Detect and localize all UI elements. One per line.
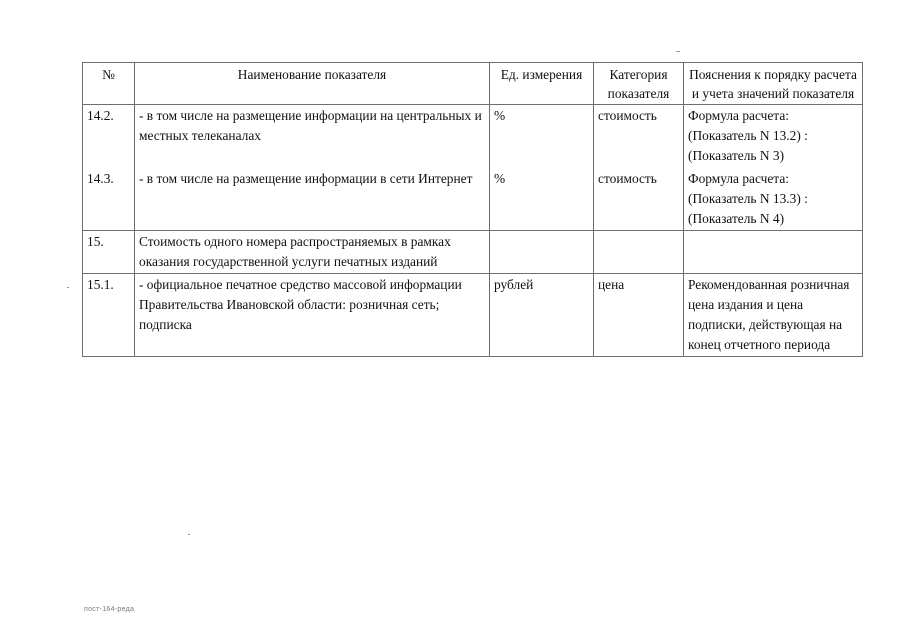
row-explanation: Рекомендованная розничная цена издания и цена подписки, действующая на конец отчетного периода — [684, 274, 863, 357]
explanation-line: (Показатель N 4) — [688, 211, 785, 226]
indicators-table — [82, 62, 863, 357]
row-number: 14.3. — [83, 168, 135, 231]
header-category: Категория показателя — [594, 63, 684, 105]
row-indicator-name: Стоимость одного номера распространяемых в рамках оказания государственной услуги печатных изданий — [135, 231, 490, 274]
row-explanation — [684, 105, 863, 168]
table-row — [83, 274, 863, 357]
row-explanation — [684, 231, 863, 274]
row-unit: рублей — [490, 274, 594, 357]
explanation-line: (Показатель N 3) — [688, 148, 785, 163]
row-number: 15.1. — [83, 274, 135, 357]
explanation-line: Формула расчета: — [688, 171, 789, 186]
table-header-row — [83, 63, 863, 105]
row-number: 14.2. — [83, 105, 135, 168]
row-unit — [490, 231, 594, 274]
explanation-line: (Показатель N 13.3) : — [688, 191, 808, 206]
scan-speck — [676, 51, 680, 52]
row-category: стоимость — [594, 168, 684, 231]
row-category: цена — [594, 274, 684, 357]
row-unit: % — [490, 105, 594, 168]
scan-speck — [67, 287, 69, 288]
header-indicator-name: Наименование показателя — [135, 63, 490, 105]
header-number: № — [83, 63, 135, 105]
explanation-line: Формула расчета: — [688, 108, 789, 123]
row-indicator-name: - в том числе на размещение информации на центральных и местных телеканалах — [135, 105, 490, 168]
explanation-line: (Показатель N 13.2) : — [688, 128, 808, 143]
file-label: пост-164-реда — [84, 606, 135, 613]
scan-speck — [188, 534, 190, 535]
table-row — [83, 105, 863, 168]
table-row — [83, 231, 863, 274]
header-unit: Ед. измерения — [490, 63, 594, 105]
row-unit: % — [490, 168, 594, 231]
row-indicator-name: - официальное печатное средство массовой информации Правительства Ивановской области: розничная сеть; подписка — [135, 274, 490, 357]
row-number: 15. — [83, 231, 135, 274]
row-category: стоимость — [594, 105, 684, 168]
table-row — [83, 168, 863, 231]
row-category — [594, 231, 684, 274]
row-indicator-name: - в том числе на размещение информации в сети Интернет — [135, 168, 490, 231]
row-explanation — [684, 168, 863, 231]
header-explanations: Пояснения к порядку расчета и учета значений показателя — [684, 63, 863, 105]
